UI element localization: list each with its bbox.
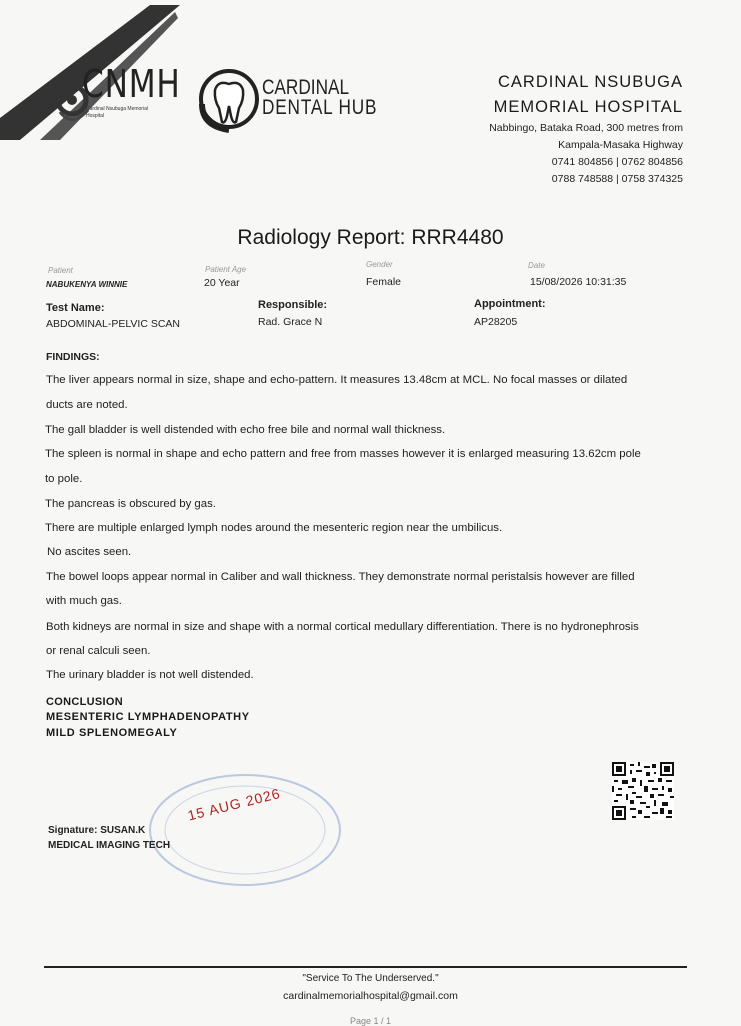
dental-hub-line2: DENTAL HUB <box>262 96 378 119</box>
address-line1: Nabbingo, Bataka Road, 300 metres from <box>489 122 683 134</box>
conclusion-line: MESENTERIC LYMPHADENOPATHY <box>46 711 250 723</box>
findings-heading: FINDINGS: <box>46 351 100 363</box>
report-title: Radiology Report: RRR4480 <box>237 226 504 249</box>
footer-motto: "Service To The Underserved." <box>302 973 439 984</box>
footer-divider <box>44 966 687 968</box>
cnmh-logo-text: CNMH <box>82 62 181 106</box>
signature-line: Signature: SUSAN.K <box>48 825 146 836</box>
patient-age: 20 Year <box>204 277 240 289</box>
findings-line: or renal calculi seen. <box>46 645 151 657</box>
test-name-label: Test Name: <box>46 302 105 314</box>
findings-line: ducts are noted. <box>46 399 128 411</box>
tooth-icon <box>198 64 260 134</box>
findings-line: No ascites seen. <box>47 546 132 558</box>
hospital-address <box>489 120 683 188</box>
phone-line1: 0741 804856 | 0762 804856 <box>551 156 683 168</box>
findings-line: The pancreas is obscured by gas. <box>45 498 216 510</box>
patient-name: NABUKENYA WINNIE <box>46 280 128 289</box>
responsible-name: Rad. Grace N <box>258 316 323 328</box>
findings-line: Both kidneys are normal in size and shape with a normal cortical medullary differentiation. There is no hydronephrosis <box>46 621 639 633</box>
hospital-name-line2: MEMORIAL HOSPITAL <box>493 98 683 116</box>
hospital-name <box>494 70 683 120</box>
findings-line: with much gas. <box>46 595 122 607</box>
dental-hub-logo-text <box>262 78 377 118</box>
findings-line: The gall bladder is well distended with echo free bile and normal wall thickness. <box>45 424 446 436</box>
stamp-date: 15 AUG 2026 <box>186 785 283 824</box>
test-name: ABDOMINAL-PELVIC SCAN <box>46 318 181 330</box>
findings-line: The urinary bladder is not well distended. <box>46 669 254 681</box>
findings-line: The bowel loops appear normal in Caliber and wall thickness. They demonstrate normal peristalsis however are filled <box>46 571 635 583</box>
date-stamp-ring <box>145 770 345 890</box>
conclusion-line: MILD SPLENOMEGALY <box>46 727 178 739</box>
gender-label: Gender <box>366 260 393 269</box>
findings-line: The spleen is normal in shape and echo pattern and free from masses however it is enlarged measuring 13.62cm pole <box>45 448 641 460</box>
cnmh-logo-subtitle: Cardinal Nsubuga Memorial Hospital <box>86 106 148 119</box>
hospital-name-line1: CARDINAL NSUBUGA <box>497 73 683 91</box>
patient-gender: Female <box>366 276 402 288</box>
signature-title: MEDICAL IMAGING TECH <box>48 840 171 851</box>
appointment-number: AP28205 <box>474 316 518 328</box>
findings-line: to pole. <box>45 473 83 485</box>
qr-code-icon <box>612 762 674 820</box>
responsible-label: Responsible: <box>258 299 328 311</box>
phone-line2: 0788 748588 | 0758 374325 <box>551 173 683 185</box>
patient-label: Patient <box>48 266 73 275</box>
age-label: Patient Age <box>205 265 247 274</box>
date-label: Date <box>528 261 545 270</box>
conclusion-heading: CONCLUSION <box>46 696 123 708</box>
address-line2: Kampala-Masaka Highway <box>558 139 683 151</box>
findings-line: There are multiple enlarged lymph nodes around the mesenteric region near the umbilicus. <box>45 522 503 534</box>
page-number: Page 1 / 1 <box>349 1016 392 1026</box>
report-date: 15/08/2026 10:31:35 <box>530 276 627 288</box>
appointment-label: Appointment: <box>474 298 546 310</box>
findings-line: The liver appears normal in size, shape and echo-pattern. It measures 13.48cm at MCL. No focal masses or dilated <box>46 374 628 386</box>
footer-email: cardinalmemorialhospital@gmail.com <box>283 990 458 1002</box>
dental-hub-line1: CARDINAL <box>262 76 350 99</box>
